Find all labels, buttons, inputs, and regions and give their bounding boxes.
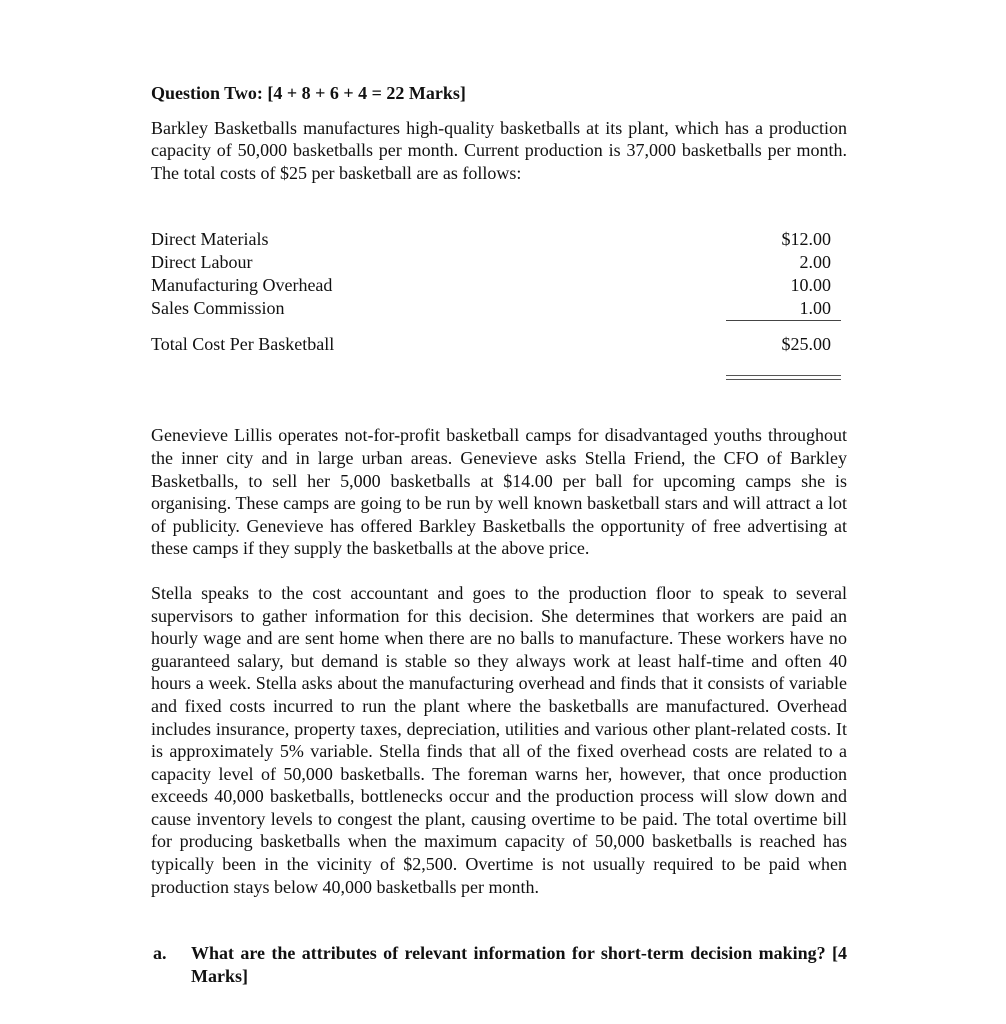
cost-value: 10.00 [790,275,831,296]
subtotal-underline [726,320,841,321]
cost-value: 1.00 [799,298,831,319]
cost-label: Manufacturing Overhead [151,275,333,296]
total-value: $25.00 [781,334,831,355]
question-text: What are the attributes of relevant information for short-term decision making? [4 Marks] [191,943,847,986]
total-label: Total Cost Per Basketball [151,334,335,355]
question-a [151,942,847,987]
cost-label: Direct Materials [151,229,269,250]
question-letter: a. [153,943,167,964]
cost-label: Sales Commission [151,298,285,319]
total-double-underline [726,375,841,380]
cost-table [151,228,841,380]
cost-row-sales-commission [151,297,841,320]
stella-paragraph: Stella speaks to the cost accountant and goes to the production floor to speak to several supervisors to gather information for this decision. She determines that workers are paid an hourly wage and are sent home when there are no balls to manufacture. These workers have no guaranteed salary, but demand is stable so they always work at least half-time and often 40 hours a week. Stella asks about the manufacturing overhead and finds that it consists of variable and fixed costs incurred to run the plant where the basketballs are manufactured. Overhead includes insurance, property taxes, depreciation, utilities and various other plant-related costs. It is approximately 5% variable. Stella finds that all of the fixed overhead costs are related to a capacity level of 50,000 basketballs. The foreman warns her, however, that once production exceeds 40,000 basketballs, bottlenecks occur and the production process will slow down and cause inventory levels to congest the plant, causing overtime to be paid. The total overtime bill for producing basketballs when the maximum capacity of 50,000 basketballs is reached has typically been in the vicinity of $2,500. Overtime is not usually required to be paid when production stays below 40,000 basketballs per month. [151,582,847,897]
question-heading: Question Two: [4 + 8 + 6 + 4 = 22 Marks] [151,83,466,103]
cost-value: 2.00 [799,252,831,273]
cost-row-direct-labour [151,251,841,274]
cost-value: $12.00 [781,229,831,250]
cost-row-direct-materials [151,228,841,251]
genevieve-paragraph: Genevieve Lillis operates not-for-profit basketball camps for disadvantaged youths throughout the inner city and in large urban areas. Genevieve asks Stella Friend, the CFO of Barkley Basketballs, to sell her 5,000 basketballs at $14.00 per ball for upcoming camps she is organising. These camps are going to be run by well known basketball stars and will attract a lot of publicity. Genevieve has offered Barkley Basketballs the opportunity of free advertising at these camps if they supply the basketballs at the above price. [151,425,847,559]
total-row [151,333,841,356]
cost-label: Direct Labour [151,252,253,273]
intro-paragraph: Barkley Basketballs manufactures high-quality basketballs at its plant, which has a production capacity of 50,000 basketballs per month. Current production is 37,000 basketballs per month. The total costs of $25 per basketball are as follows: [151,117,847,183]
cost-row-manufacturing-overhead [151,274,841,297]
document-page [151,82,847,987]
